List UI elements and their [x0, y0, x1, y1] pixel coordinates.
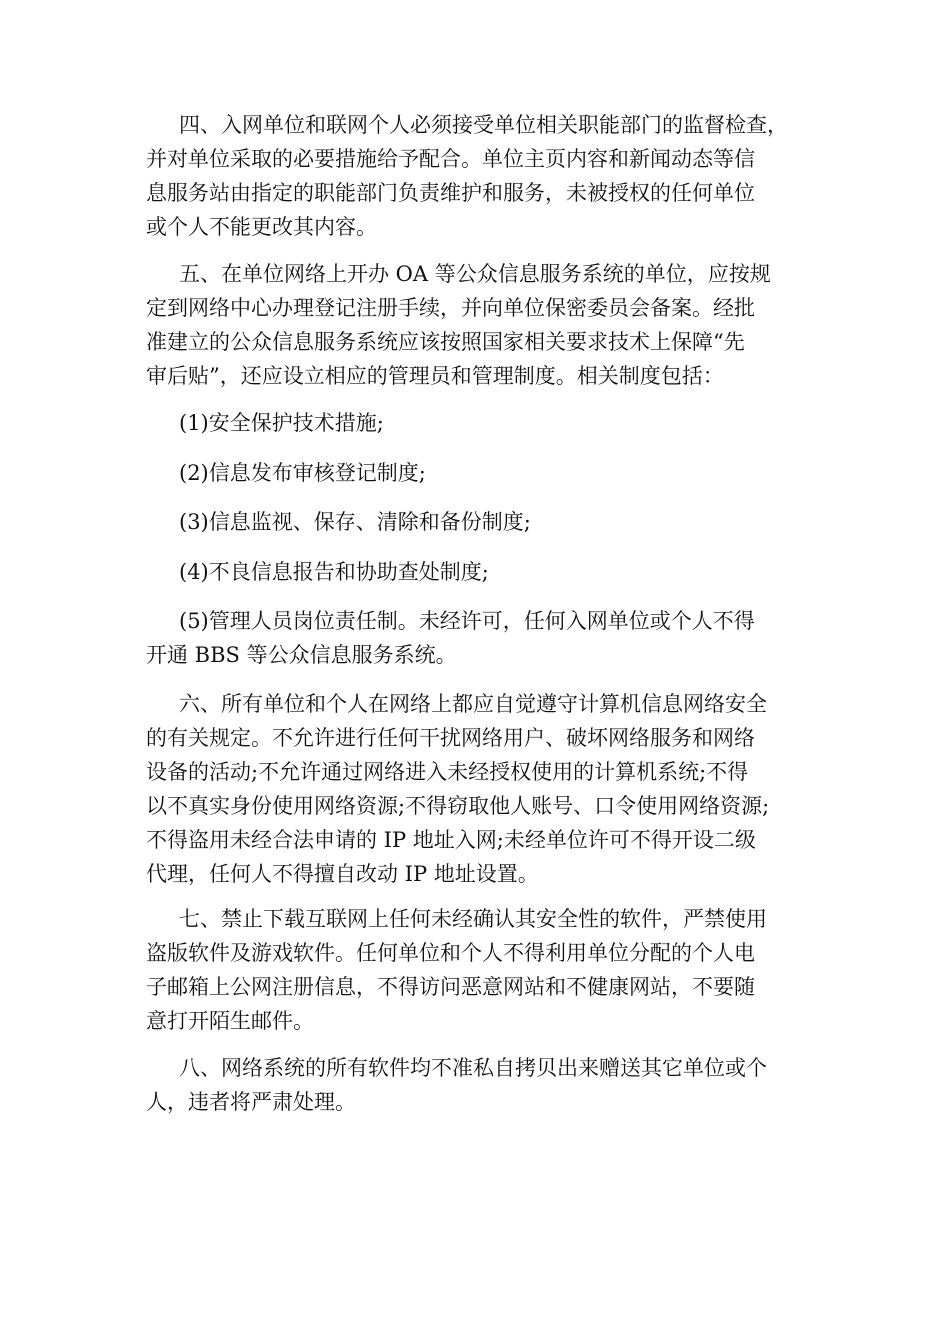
list-item-1: [146, 406, 816, 440]
text-line: (3)信息监视、保存、清除和备份制度;: [179, 510, 531, 534]
list-item-4: [146, 555, 816, 589]
text-line: 意打开陌生邮件。: [146, 1009, 314, 1033]
paragraph-section-6: [146, 687, 816, 891]
text-line: 六、所有单位和个人在网络上都应自觉遵守计算机信息网络安全: [179, 692, 767, 716]
text-line: 定到网络中心办理登记注册手续，并向单位保密委员会备案。经批: [146, 296, 755, 320]
text-line: 子邮箱上公网注册信息，不得访问恶意网站和不健康网站，不要随: [146, 975, 755, 999]
text-line: (5)管理人员岗位责任制。未经许可，任何入网单位或个人不得: [179, 609, 755, 633]
text-line: (2)信息发布审核登记制度;: [179, 461, 426, 485]
text-line: 并对单位采取的必要措施给予配合。单位主页内容和新闻动态等信: [146, 147, 755, 171]
text-line: (1)安全保护技术措施;: [179, 411, 384, 435]
text-line: 八、网络系统的所有软件均不准私自拷贝出来赠送其它单位或个: [179, 1056, 767, 1080]
text-line: 代理，任何人不得擅自改动 IP 地址设置。: [146, 862, 539, 886]
text-line: 息服务站由指定的职能部门负责维护和服务，未被授权的任何单位: [146, 181, 755, 205]
text-line: (4)不良信息报告和协助查处制度;: [179, 560, 489, 584]
text-line: 不得盗用未经合法申请的 IP 地址入网;未经单位许可不得开设二级: [146, 828, 756, 852]
text-line: 盗版软件及游戏软件。任何单位和个人不得利用单位分配的个人电: [146, 941, 755, 965]
text-line: 准建立的公众信息服务系统应该按照国家相关要求技术上保障“先: [146, 330, 745, 354]
paragraph-section-5: [146, 257, 816, 393]
text-line: 四、入网单位和联网个人必须接受单位相关职能部门的监督检查，: [179, 113, 788, 137]
paragraph-section-4: [146, 108, 816, 244]
text-line: 审后贴”，还应设立相应的管理员和管理制度。相关制度包括：: [146, 364, 724, 388]
text-line: 七、禁止下载互联网上任何未经确认其安全性的软件，严禁使用: [179, 907, 767, 931]
text-line: 以不真实身份使用网络资源;不得窃取他人账号、口令使用网络资源;: [146, 794, 770, 818]
text-line: 或个人不能更改其内容。: [146, 215, 377, 239]
text-line: 五、在单位网络上开办 OA 等公众信息服务系统的单位，应按规: [179, 262, 771, 286]
list-item-3: [146, 505, 816, 539]
text-line: 设备的活动;不允许通过网络进入未经授权使用的计算机系统;不得: [146, 760, 749, 784]
paragraph-section-8: [146, 1051, 816, 1119]
text-line: 开通 BBS 等公众信息服务系统。: [146, 643, 457, 667]
text-line: 人，违者将严肃处理。: [146, 1090, 356, 1114]
list-item-2: [146, 456, 816, 490]
list-item-5: [146, 604, 816, 672]
paragraph-section-7: [146, 902, 816, 1038]
text-line: 的有关规定。不允许进行任何干扰网络用户、破坏网络服务和网络: [146, 726, 755, 750]
